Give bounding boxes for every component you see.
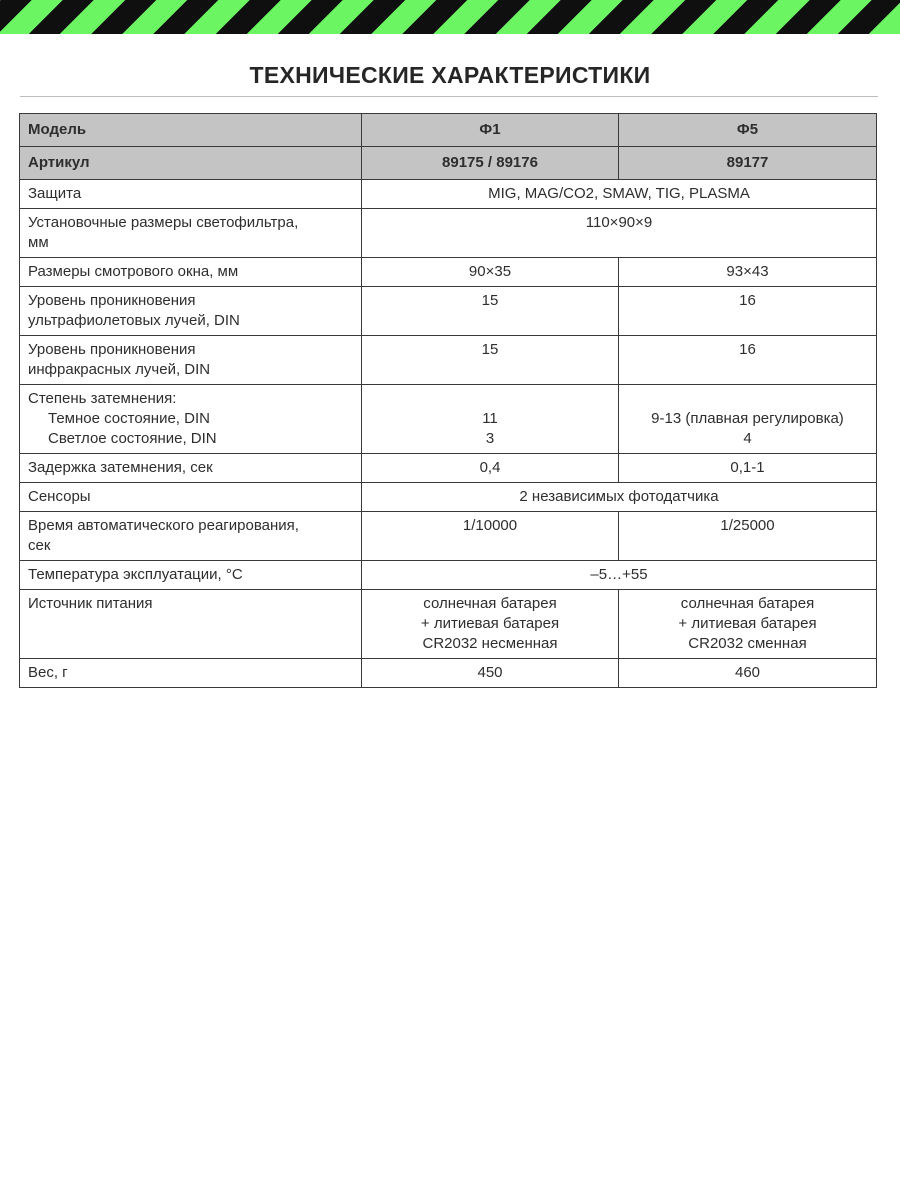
uv-f5: 16 bbox=[619, 287, 877, 336]
article-f5: 89177 bbox=[619, 147, 877, 180]
power-f5-line1: солнечная батарея bbox=[680, 595, 815, 612]
power-label: Источник питания bbox=[20, 590, 362, 659]
temperature-label: Температура эксплуатации, °С bbox=[20, 561, 362, 590]
table-row-protection bbox=[20, 180, 877, 209]
page-title: ТЕХНИЧЕСКИЕ ХАРАКТЕРИСТИКИ bbox=[249, 62, 651, 88]
ir-label-line1: Уровень проникновения bbox=[28, 341, 196, 358]
shade-label bbox=[20, 385, 362, 454]
reaction-label-line1: Время автоматического реагирования, bbox=[28, 517, 299, 534]
power-f1-line1: солнечная батарея bbox=[423, 595, 557, 612]
power-f1-line3: CR2032 несменная bbox=[422, 635, 558, 652]
reaction-label-line2: сек bbox=[28, 537, 51, 554]
filter-size-label bbox=[20, 209, 362, 258]
hazard-stripe-band bbox=[0, 0, 900, 34]
power-f5-line2: + литиевая батарея bbox=[678, 615, 817, 632]
shade-f5-light: 4 bbox=[743, 430, 752, 447]
table-row-uv bbox=[20, 287, 877, 336]
window-size-f1: 90×35 bbox=[362, 258, 619, 287]
table-row-window-size bbox=[20, 258, 877, 287]
power-f1 bbox=[362, 590, 619, 659]
table-row-shade bbox=[20, 385, 877, 454]
uv-label-line2: ультрафиолетовых лучей, DIN bbox=[28, 312, 240, 329]
filter-size-label-line2: мм bbox=[28, 234, 49, 251]
filter-size-label-line1: Установочные размеры светофильтра, bbox=[28, 214, 299, 231]
window-size-f5: 93×43 bbox=[619, 258, 877, 287]
table-row-temperature bbox=[20, 561, 877, 590]
ir-label-line2: инфракрасных лучей, DIN bbox=[28, 361, 211, 378]
ir-f1: 15 bbox=[362, 336, 619, 385]
delay-f5: 0,1-1 bbox=[619, 454, 877, 483]
model-f5: Ф5 bbox=[619, 114, 877, 147]
shade-f1-dark: 11 bbox=[482, 410, 498, 427]
ir-f5: 16 bbox=[619, 336, 877, 385]
model-label: Модель bbox=[20, 114, 362, 147]
table-row-model bbox=[20, 114, 877, 147]
shade-f5 bbox=[619, 385, 877, 454]
specs-table bbox=[19, 113, 877, 688]
table-row-delay bbox=[20, 454, 877, 483]
model-f1: Ф1 bbox=[362, 114, 619, 147]
sensors-value: 2 независимых фотодатчика bbox=[362, 483, 877, 512]
weight-f1: 450 bbox=[362, 659, 619, 688]
temperature-value: –5…+55 bbox=[362, 561, 877, 590]
ir-label bbox=[20, 336, 362, 385]
table-row-article bbox=[20, 147, 877, 180]
window-size-label: Размеры смотрового окна, мм bbox=[20, 258, 362, 287]
reaction-label bbox=[20, 512, 362, 561]
weight-f5: 460 bbox=[619, 659, 877, 688]
table-row-power bbox=[20, 590, 877, 659]
power-f5-line3: CR2032 сменная bbox=[688, 635, 807, 652]
shade-dark-label: Темное состояние, DIN bbox=[48, 410, 210, 427]
article-f1: 89175 / 89176 bbox=[362, 147, 619, 180]
weight-label: Вес, г bbox=[20, 659, 362, 688]
table-row-filter-size bbox=[20, 209, 877, 258]
shade-light-label: Светлое состояние, DIN bbox=[48, 430, 217, 447]
uv-label bbox=[20, 287, 362, 336]
filter-size-value: 110×90×9 bbox=[362, 209, 877, 258]
uv-label-line1: Уровень проникновения bbox=[28, 292, 196, 309]
power-f1-line2: + литиевая батарея bbox=[420, 615, 560, 632]
reaction-f1: 1/10000 bbox=[362, 512, 619, 561]
protection-value: MIG, MAG/CO2, SMAW, TIG, PLASMA bbox=[362, 180, 877, 209]
shade-f1 bbox=[362, 385, 619, 454]
delay-label: Задержка затемнения, сек bbox=[20, 454, 362, 483]
delay-f1: 0,4 bbox=[362, 454, 619, 483]
uv-f1: 15 bbox=[362, 287, 619, 336]
shade-f1-light: 3 bbox=[485, 430, 495, 447]
table-row-reaction bbox=[20, 512, 877, 561]
reaction-f5: 1/25000 bbox=[619, 512, 877, 561]
protection-label: Защита bbox=[20, 180, 362, 209]
sensors-label: Сенсоры bbox=[20, 483, 362, 512]
table-row-weight bbox=[20, 659, 877, 688]
shade-label-heading: Степень затемнения: bbox=[28, 390, 177, 407]
table-row-ir bbox=[20, 336, 877, 385]
table-row-sensors bbox=[20, 483, 877, 512]
shade-f5-dark: 9-13 (плавная регулировка) bbox=[651, 410, 844, 427]
title-divider bbox=[20, 96, 878, 97]
article-label: Артикул bbox=[20, 147, 362, 180]
power-f5 bbox=[619, 590, 877, 659]
